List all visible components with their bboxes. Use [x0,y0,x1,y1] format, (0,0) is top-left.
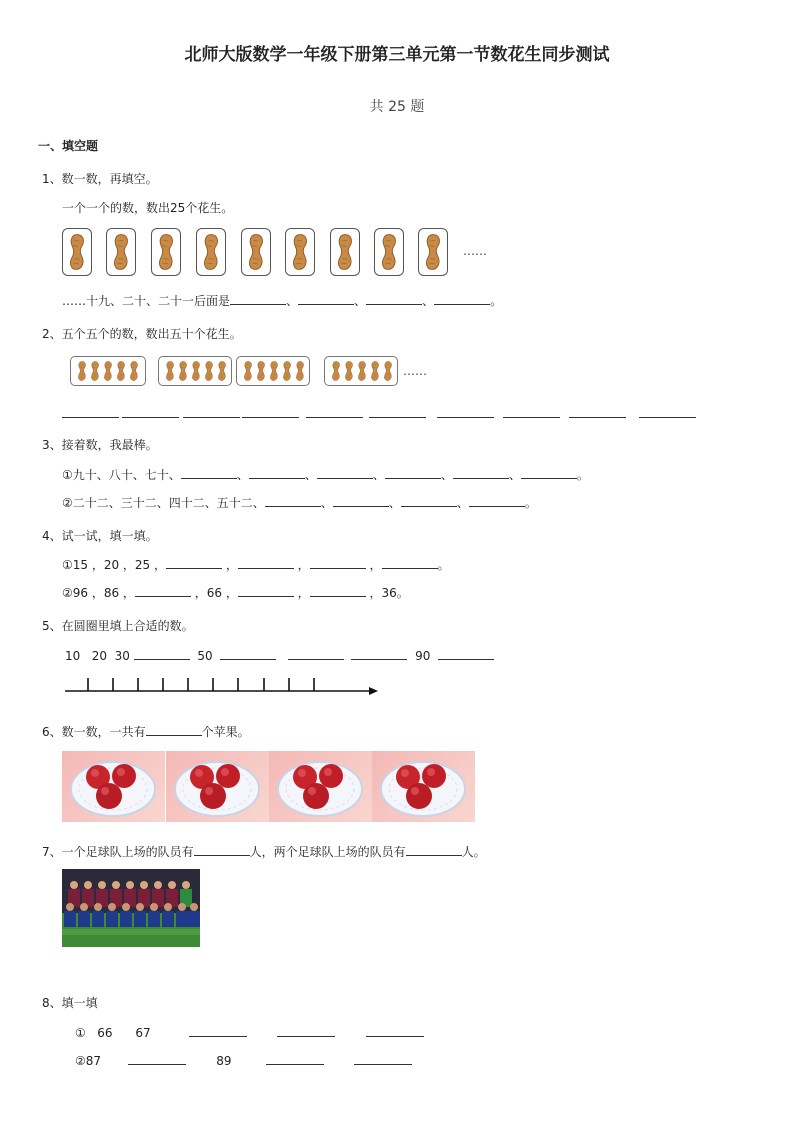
label-30: 30 [114,649,130,663]
answer-blank[interactable] [306,405,363,418]
answer-blank[interactable] [366,1024,424,1037]
question-4-stem: 4、试一试，填一填。 [42,529,158,543]
player-head [84,881,92,889]
peanut-icon [115,359,127,386]
number-line [60,675,390,699]
separator: ， [293,586,310,600]
number-line-ticks [88,678,314,691]
player-body [92,911,104,927]
answer-blank[interactable] [194,843,250,856]
apple-plate-tile [372,751,475,822]
answer-blank[interactable] [333,494,389,507]
separator: ， [222,558,238,572]
stem-text: 人。 [461,845,486,859]
peanut-icon [294,359,306,386]
peanut-group-box [324,356,398,386]
peanut-icon [268,359,280,386]
peanut-icon [216,359,228,386]
peanut-icon [334,232,356,272]
peanut-icon [382,359,394,386]
period: 。 [524,496,537,510]
peanut-icon [66,232,88,272]
answer-blank[interactable] [354,1052,412,1065]
question-4-line-1 [62,556,450,573]
answer-blank[interactable] [220,647,276,660]
peanut-icon [281,359,293,386]
peanut-box [241,228,271,276]
stem-text: 6、数一数，一共有 [42,725,146,739]
apple-plate-icon [62,751,165,822]
sequence-prefix: ①九十、八十、七十、 [62,468,181,482]
player-body [64,911,76,927]
answer-blank[interactable] [639,405,696,418]
peanut-icon [190,359,202,386]
question-1-fill-line [62,292,502,309]
answer-blank[interactable] [128,1052,186,1065]
answer-blank[interactable] [134,647,190,660]
question-8-stem: 8、填一填 [42,996,98,1010]
peanut-icon [164,359,176,386]
answer-blank[interactable] [277,1024,335,1037]
player-head [154,881,162,889]
answer-blank[interactable] [288,647,344,660]
answer-blank[interactable] [369,405,426,418]
label-10: 10 [65,649,81,663]
peanut-ellipsis: …… [463,244,487,258]
sequence-value: ，66 ， [190,586,238,600]
sequence-end: ，36。 [365,586,409,600]
stem-text: 个苹果。 [201,725,250,739]
peanut-box [62,228,92,276]
separator: 、 [508,468,521,482]
separator: 、 [304,468,317,482]
answer-blank[interactable] [503,405,560,418]
answer-blank[interactable] [189,1024,247,1037]
separator: 、 [422,294,435,308]
page-title: 北师大版数学一年级下册第三单元第一节数花生同步测试 [184,45,610,65]
answer-blank[interactable] [382,556,438,569]
apple-plate-tile [62,751,165,822]
peanut-icon [110,232,132,272]
separator: 、 [286,294,299,308]
peanut-icon [330,359,342,386]
question-3-line-1 [62,466,589,483]
separator: 、 [388,496,401,510]
peanut-icon [76,359,88,386]
label-20: 20 [91,649,108,663]
apple-plate-icon [166,751,269,822]
period: 。 [437,558,450,572]
separator: 、 [456,496,469,510]
answer-blank[interactable] [385,466,441,479]
peanut-icon [343,359,355,386]
peanut-icon [200,232,222,272]
question-1-stem: 1、数一数，再填空。 [42,172,158,186]
peanut-icon [255,359,267,386]
answer-blank[interactable] [242,405,299,418]
answer-blank[interactable] [181,466,237,479]
player-body [176,911,188,927]
peanut-box [418,228,448,276]
sequence-prefix: ①15 ，20 ，25 ， [62,558,167,572]
player-head [164,903,172,911]
number-value: 67 [135,1026,151,1040]
peanut-box [151,228,181,276]
peanut-box [196,228,226,276]
answer-blank[interactable] [351,647,407,660]
player-body [148,911,160,927]
question-3-line-2 [62,494,537,511]
player-body [120,911,132,927]
label-50: 50 [197,649,213,663]
answer-blank[interactable] [238,584,294,597]
answer-blank[interactable] [146,723,202,736]
question-2-stem: 2、五个五个的数，数出五十个花生。 [42,327,242,341]
separator: ， [293,558,310,572]
player-head [126,881,134,889]
answer-blank[interactable] [310,556,366,569]
player-body [134,911,146,927]
peanut-icon [155,232,177,272]
player-head [122,903,130,911]
question-5-stem: 5、在圆圈里填上合适的数。 [42,619,194,633]
question-4-line-2 [62,584,409,601]
answer-blank[interactable] [437,405,494,418]
football-team-photo [62,869,200,947]
player-head [140,881,148,889]
answer-blank[interactable] [310,584,366,597]
player-head [178,903,186,911]
answer-blank[interactable] [298,292,354,305]
player-head [190,903,198,911]
answer-blank[interactable] [366,292,422,305]
answer-blank[interactable] [521,466,577,479]
number-value: 66 [97,1026,113,1040]
sequence-prefix: ②96 ，86 ， [62,586,135,600]
peanut-group-box [158,356,232,386]
player-head [136,903,144,911]
answer-blank[interactable] [317,466,373,479]
peanut-icon [356,359,368,386]
number-line-labels [65,647,494,663]
question-6-stem [42,723,250,740]
answer-blank[interactable] [230,292,286,305]
separator: 、 [440,468,453,482]
separator: 、 [236,468,249,482]
player-head [80,903,88,911]
separator: 、 [320,496,333,510]
peanut-icon [289,232,311,272]
fill-prefix: ……十九、二十、二十一后面是 [62,294,231,308]
number-value: ②87 [75,1054,102,1068]
stem-text: 人，两个足球队上场的队员有 [249,845,406,859]
answer-blank[interactable] [401,494,457,507]
separator: 、 [372,468,385,482]
peanut-box [330,228,360,276]
answer-blank[interactable] [569,405,626,418]
peanut-icon [89,359,101,386]
sequence-prefix: ②二十二、三十二、四十二、五十二、 [62,496,265,510]
peanut-icon [422,232,444,272]
answer-blank[interactable] [166,556,222,569]
answer-blank[interactable] [438,647,494,660]
answer-blank[interactable] [266,1052,324,1065]
question-8-line-1 [75,1024,424,1040]
peanut-icon [102,359,114,386]
peanut-icon [128,359,140,386]
period: 。 [490,294,503,308]
period: 。 [576,468,589,482]
question-3-stem: 3、接着数，我最棒。 [42,438,158,452]
peanut-box [106,228,136,276]
question-8-line-2 [75,1052,412,1068]
answer-blank[interactable] [238,556,294,569]
answer-blank[interactable] [122,405,179,418]
arrow-head-icon [369,687,378,695]
answer-blank[interactable] [265,494,321,507]
stem-text: 7、一个足球队上场的队员有 [42,845,194,859]
peanut-icon [242,359,254,386]
peanut-box [285,228,315,276]
peanut-icon [369,359,381,386]
peanut-icon [245,232,267,272]
apple-plate-icon [372,751,475,822]
player-head [94,903,102,911]
answer-blank[interactable] [453,466,509,479]
apple-plate-tile [269,751,372,822]
peanut-group-box [236,356,310,386]
player-body [162,911,174,927]
answer-blank[interactable] [434,292,490,305]
player-head [66,903,74,911]
player-head [98,881,106,889]
section-heading: 一、填空题 [38,139,99,153]
player-body [78,911,90,927]
answer-blank[interactable] [62,405,119,418]
item-mark: ① [75,1026,86,1040]
separator: ， [365,558,382,572]
question-7-stem [42,843,486,860]
player-body [106,911,118,927]
label-90: 90 [415,649,431,663]
player-body [188,911,200,927]
player-head [168,881,176,889]
player-head [108,903,116,911]
answer-blank[interactable] [135,584,191,597]
answer-blank[interactable] [469,494,525,507]
answer-blank[interactable] [406,843,462,856]
player-head [70,881,78,889]
peanut-group-box [70,356,146,386]
peanut-icon [203,359,215,386]
apple-plate-tile [166,751,269,822]
question-1-instruction: 一个一个的数，数出25个花生。 [62,201,234,215]
player-head [182,881,190,889]
player-head [150,903,158,911]
peanut-icon [177,359,189,386]
answer-blank[interactable] [183,405,240,418]
answer-blank[interactable] [249,466,305,479]
peanut-box [374,228,404,276]
apple-plate-icon [269,751,372,822]
number-value: 89 [216,1054,232,1068]
question-count: 共 25 题 [369,99,425,115]
peanut-icon [378,232,400,272]
group-ellipsis: …… [403,364,427,378]
separator: 、 [354,294,367,308]
player-head [112,881,120,889]
